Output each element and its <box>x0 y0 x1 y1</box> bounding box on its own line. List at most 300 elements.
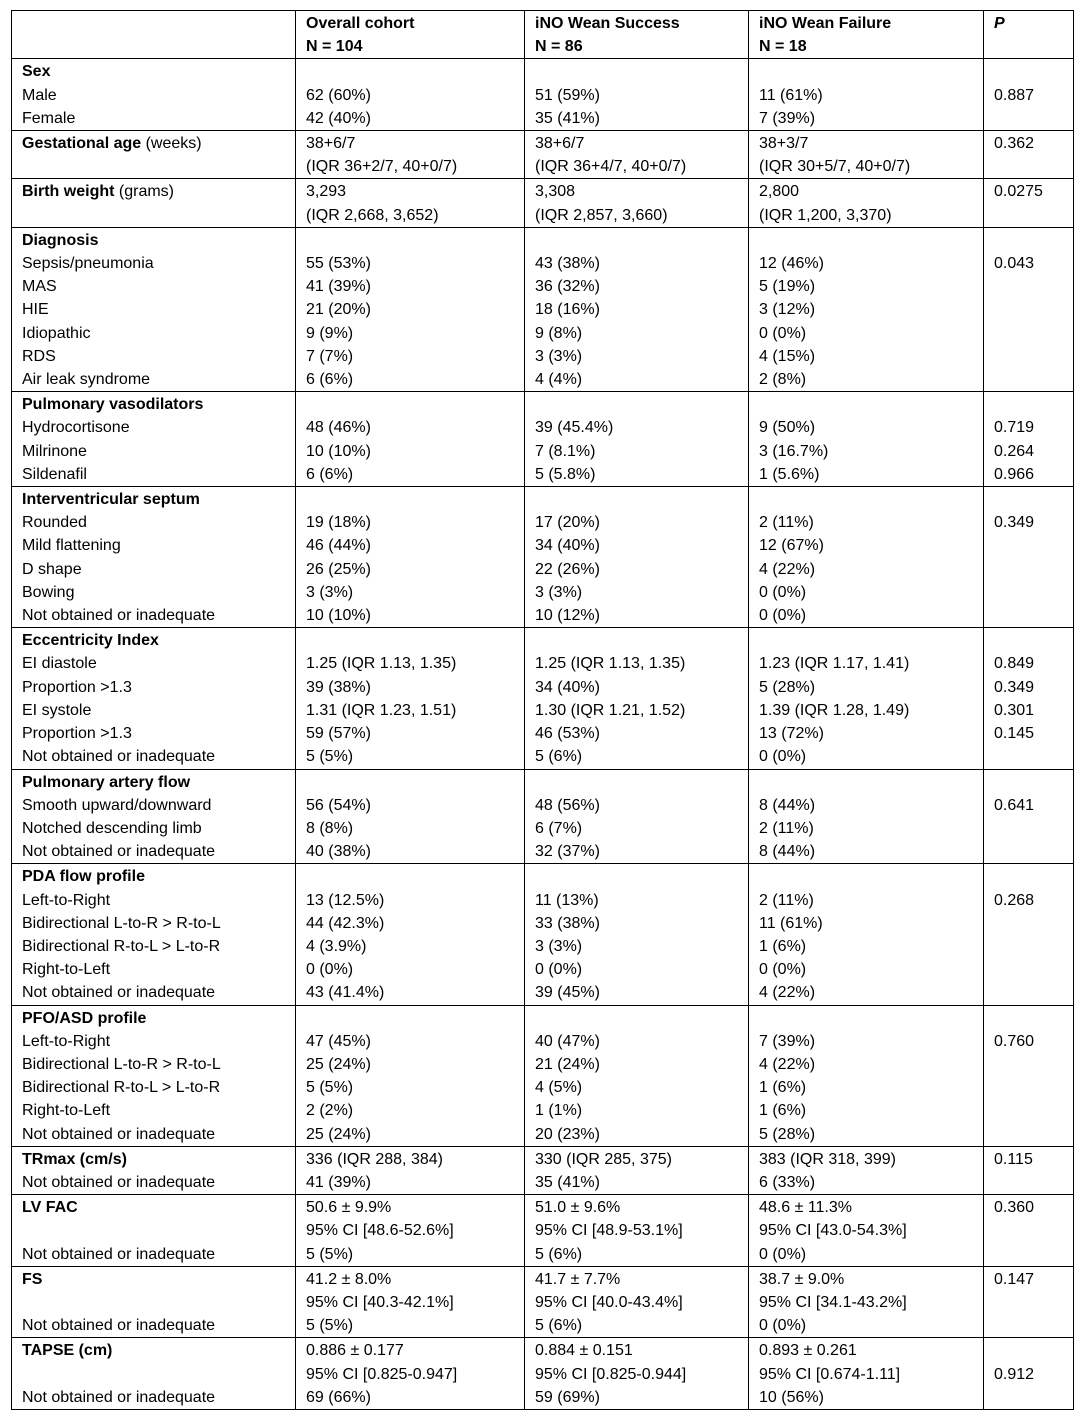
overall-value-cell <box>296 392 525 487</box>
row-label: Left-to-Right <box>22 891 111 909</box>
p-value: 0.966 <box>994 465 1035 483</box>
section-title <box>22 771 287 794</box>
section-title-text: Pulmonary artery flow <box>22 773 191 791</box>
failure-value: 5 (28%) <box>759 1125 816 1143</box>
overall-value-cell <box>296 628 525 769</box>
failure-value: 0 (0%) <box>759 583 807 601</box>
failure-value: 0 (0%) <box>759 748 807 766</box>
failure-value: 4 (15%) <box>759 347 816 365</box>
overall-value: 48 (46%) <box>306 419 371 437</box>
section-title <box>22 393 287 416</box>
section-label-cell <box>12 864 296 1005</box>
success-value: 39 (45.4%) <box>535 419 614 437</box>
failure-value: 2 (11%) <box>759 514 814 532</box>
success-value: (IQR 2,857, 3,660) <box>535 206 668 224</box>
overall-value-cell <box>296 769 525 864</box>
success-value: 59 (69%) <box>535 1388 600 1406</box>
overall-value-cell <box>296 59 525 131</box>
row-label: Idiopathic <box>22 324 91 342</box>
row-label: Proportion >1.3 <box>22 725 132 743</box>
row-label: Not obtained or inadequate <box>22 1245 216 1263</box>
p-value: 0.301 <box>994 701 1035 719</box>
success-value-cell <box>525 227 749 391</box>
section-title <box>22 132 287 155</box>
section-title <box>22 1007 287 1030</box>
success-value: 95% CI [48.9-53.1%] <box>535 1222 683 1240</box>
overall-value: 46 (44%) <box>306 537 371 555</box>
failure-value-cell <box>749 179 984 227</box>
success-value: 46 (53%) <box>535 725 600 743</box>
row-label: Bidirectional L-to-R > R-to-L <box>22 1055 221 1073</box>
overall-value: 0 (0%) <box>306 961 354 979</box>
row-label: Air leak syndrome <box>22 371 151 389</box>
overall-value <box>306 488 516 511</box>
failure-value: 48.6 ± 11.3% <box>759 1199 852 1217</box>
section-title-note: (grams) <box>114 183 174 201</box>
success-value: 20 (23%) <box>535 1125 600 1143</box>
overall-value: 59 (57%) <box>306 725 371 743</box>
success-value: 330 (IQR 285, 375) <box>535 1150 672 1168</box>
success-value: 4 (5%) <box>535 1079 583 1097</box>
failure-value: 38.7 ± 9.0% <box>759 1270 845 1288</box>
overall-value-cell <box>296 487 525 628</box>
section-label-cell <box>12 628 296 769</box>
success-value: 3 (3%) <box>535 347 583 365</box>
failure-value-cell <box>749 1195 984 1267</box>
failure-value <box>759 60 975 83</box>
overall-value: 8 (8%) <box>306 819 354 837</box>
overall-value: 69 (66%) <box>306 1388 371 1406</box>
failure-value: 8 (44%) <box>759 796 816 814</box>
overall-value-cell <box>296 1146 525 1194</box>
section-row-lv-fac <box>12 1195 1074 1267</box>
row-label: Notched descending limb <box>22 819 202 837</box>
success-value: 43 (38%) <box>535 255 600 273</box>
overall-value: 50.6 ± 9.9% <box>306 1199 392 1217</box>
overall-value-cell <box>296 1338 525 1410</box>
p-value: 0.349 <box>994 514 1035 532</box>
section-title <box>22 488 287 511</box>
section-title <box>22 229 287 252</box>
failure-value: 0 (0%) <box>759 1317 807 1335</box>
failure-value-cell <box>749 1146 984 1194</box>
failure-value <box>759 488 975 511</box>
section-label-cell <box>12 59 296 131</box>
success-value: 1 (1%) <box>535 1102 583 1120</box>
section-title-text: LV FAC <box>22 1199 78 1217</box>
section-label-cell <box>12 179 296 227</box>
section-row-pulmonary-artery-flow <box>12 769 1074 864</box>
p-value: 0.719 <box>994 419 1035 437</box>
overall-value: 9 (9%) <box>306 324 354 342</box>
overall-value: 10 (10%) <box>306 607 371 625</box>
row-label: Right-to-Left <box>22 961 111 979</box>
row-label <box>22 1291 287 1314</box>
section-title-text: TAPSE (cm) <box>22 1342 113 1360</box>
failure-value-cell <box>749 59 984 131</box>
success-value: 5 (6%) <box>535 748 583 766</box>
p-value <box>994 488 1065 511</box>
success-value: 22 (26%) <box>535 560 600 578</box>
p-value-cell <box>984 1266 1074 1338</box>
overall-value: 41 (39%) <box>306 278 371 296</box>
section-row-fs <box>12 1266 1074 1338</box>
overall-value: 39 (38%) <box>306 678 371 696</box>
section-row-pulmonary-vasodilators <box>12 392 1074 487</box>
section-row-pfo-asd-profile <box>12 1005 1074 1146</box>
p-value-cell <box>984 392 1074 487</box>
failure-value: 0 (0%) <box>759 961 807 979</box>
overall-value: 25 (24%) <box>306 1125 371 1143</box>
success-value-cell <box>525 179 749 227</box>
section-row-eccentricity-index <box>12 628 1074 769</box>
row-label: Not obtained or inadequate <box>22 843 216 861</box>
row-label: Sildenafil <box>22 465 87 483</box>
failure-value: 3 (16.7%) <box>759 442 829 460</box>
failure-value-cell <box>749 1005 984 1146</box>
success-value: 18 (16%) <box>535 301 600 319</box>
overall-value: 95% CI [40.3-42.1%] <box>306 1293 454 1311</box>
section-row-birth-weight <box>12 179 1074 227</box>
section-title-text: Eccentricity Index <box>22 632 159 650</box>
success-value-cell <box>525 1338 749 1410</box>
p-value-cell <box>984 487 1074 628</box>
overall-value: 19 (18%) <box>306 514 371 532</box>
section-row-diagnosis <box>12 227 1074 391</box>
failure-value: 7 (39%) <box>759 1032 816 1050</box>
p-value <box>994 1339 1065 1362</box>
row-label: HIE <box>22 301 49 319</box>
section-title-text: PFO/ASD profile <box>22 1009 147 1027</box>
row-label: Bowing <box>22 583 75 601</box>
failure-value: 2,800 <box>759 183 800 201</box>
failure-value: 0.893 ± 0.261 <box>759 1342 857 1360</box>
success-value <box>535 60 740 83</box>
overall-value: 1.25 (IQR 1.13, 1.35) <box>306 655 457 673</box>
failure-value: 9 (50%) <box>759 419 816 437</box>
p-value <box>994 393 1065 416</box>
row-label: Not obtained or inadequate <box>22 748 216 766</box>
section-label-cell <box>12 227 296 391</box>
section-label-cell <box>12 1266 296 1338</box>
p-value <box>994 60 1065 83</box>
overall-value: 5 (5%) <box>306 1245 354 1263</box>
failure-value: 95% CI [34.1-43.2%] <box>759 1293 907 1311</box>
success-value: 95% CI [40.0-43.4%] <box>535 1293 683 1311</box>
overall-value-cell <box>296 1266 525 1338</box>
failure-value <box>759 771 975 794</box>
failure-value: 5 (19%) <box>759 278 816 296</box>
overall-value: 43 (41.4%) <box>306 984 385 1002</box>
overall-value: (IQR 36+2/7, 40+0/7) <box>306 158 458 176</box>
section-title <box>22 180 287 203</box>
overall-value: 42 (40%) <box>306 109 371 127</box>
overall-value: 0.886 ± 0.177 <box>306 1342 404 1360</box>
p-value: 0.912 <box>994 1365 1035 1383</box>
success-value: 51 (59%) <box>535 86 600 104</box>
p-value: 0.362 <box>994 135 1035 153</box>
failure-value: 11 (61%) <box>759 914 823 932</box>
failure-value <box>759 393 975 416</box>
success-value: 21 (24%) <box>535 1055 600 1073</box>
overall-value: 5 (5%) <box>306 748 354 766</box>
overall-value <box>306 60 516 83</box>
failure-value: 1 (5.6%) <box>759 465 820 483</box>
row-label: Proportion >1.3 <box>22 678 132 696</box>
failure-value: 2 (8%) <box>759 371 807 389</box>
section-title-text: TRmax (cm/s) <box>22 1150 127 1168</box>
failure-value-cell <box>749 864 984 1005</box>
success-value: 17 (20%) <box>535 514 600 532</box>
failure-value: 1 (6%) <box>759 1079 807 1097</box>
p-value-cell <box>984 769 1074 864</box>
failure-value <box>759 1007 975 1030</box>
section-label-cell <box>12 487 296 628</box>
success-value: 7 (8.1%) <box>535 442 596 460</box>
p-value: 0.0275 <box>994 183 1043 201</box>
section-title <box>22 865 287 888</box>
overall-value-cell <box>296 227 525 391</box>
failure-value: 2 (11%) <box>759 891 814 909</box>
overall-value <box>306 393 516 416</box>
overall-value: 40 (38%) <box>306 843 371 861</box>
row-label: MAS <box>22 278 57 296</box>
overall-value: 7 (7%) <box>306 347 354 365</box>
overall-value: 26 (25%) <box>306 560 371 578</box>
success-value: 41.7 ± 7.7% <box>535 1270 621 1288</box>
success-value: 1.30 (IQR 1.21, 1.52) <box>535 701 686 719</box>
section-label-cell <box>12 1005 296 1146</box>
failure-value: 0 (0%) <box>759 324 807 342</box>
section-title-text: Interventricular septum <box>22 491 200 509</box>
row-label <box>22 1363 287 1386</box>
overall-value-cell <box>296 864 525 1005</box>
success-value <box>535 771 740 794</box>
overall-value-cell <box>296 179 525 227</box>
row-label: Right-to-Left <box>22 1102 111 1120</box>
success-value <box>535 393 740 416</box>
overall-value: 4 (3.9%) <box>306 937 367 955</box>
section-title-text: Gestational age <box>22 135 142 153</box>
failure-value: 1 (6%) <box>759 1102 807 1120</box>
success-value: (IQR 36+4/7, 40+0/7) <box>535 158 687 176</box>
overall-value <box>306 229 516 252</box>
failure-value-cell <box>749 392 984 487</box>
success-value: 11 (13%) <box>535 891 599 909</box>
failure-value: 12 (46%) <box>759 255 824 273</box>
success-value <box>535 488 740 511</box>
row-label: Bidirectional L-to-R > R-to-L <box>22 914 221 932</box>
overall-value: 44 (42.3%) <box>306 914 385 932</box>
overall-value: 62 (60%) <box>306 86 371 104</box>
success-value: 33 (38%) <box>535 914 600 932</box>
row-label: Not obtained or inadequate <box>22 1125 216 1143</box>
p-value: 0.641 <box>994 796 1035 814</box>
section-title <box>22 1268 287 1291</box>
p-value <box>994 865 1065 888</box>
overall-value: (IQR 2,668, 3,652) <box>306 206 439 224</box>
failure-value: (IQR 1,200, 3,370) <box>759 206 892 224</box>
section-row-pda-flow-profile <box>12 864 1074 1005</box>
p-value: 0.147 <box>994 1270 1035 1288</box>
p-value: 0.145 <box>994 725 1035 743</box>
header-wean-success: iNO Wean Success N = 86 <box>525 11 749 59</box>
p-value: 0.887 <box>994 86 1035 104</box>
section-title-text: FS <box>22 1270 43 1288</box>
success-value-cell <box>525 1146 749 1194</box>
overall-value: 5 (5%) <box>306 1079 354 1097</box>
overall-value: 336 (IQR 288, 384) <box>306 1150 443 1168</box>
row-label: Not obtained or inadequate <box>22 607 216 625</box>
overall-value: 95% CI [0.825-0.947] <box>306 1365 458 1383</box>
overall-value: 5 (5%) <box>306 1317 354 1335</box>
failure-value: 12 (67%) <box>759 537 824 555</box>
failure-value: 10 (56%) <box>759 1388 824 1406</box>
failure-value: 7 (39%) <box>759 109 816 127</box>
overall-value: 3,293 <box>306 183 347 201</box>
section-title-text: Pulmonary vasodilators <box>22 396 204 414</box>
p-value <box>994 229 1065 252</box>
p-value <box>994 771 1065 794</box>
success-value-cell <box>525 131 749 179</box>
p-value-cell <box>984 864 1074 1005</box>
section-title-text: PDA flow profile <box>22 868 145 886</box>
failure-value: 4 (22%) <box>759 984 816 1002</box>
section-row-gestational-age <box>12 131 1074 179</box>
overall-value: 10 (10%) <box>306 442 371 460</box>
success-value-cell <box>525 1266 749 1338</box>
section-label-cell <box>12 392 296 487</box>
success-value: 32 (37%) <box>535 843 600 861</box>
failure-value <box>759 229 975 252</box>
p-value: 0.264 <box>994 442 1035 460</box>
section-title <box>22 1196 287 1219</box>
row-label: D shape <box>22 560 82 578</box>
overall-value-cell <box>296 1195 525 1267</box>
failure-value: 4 (22%) <box>759 560 816 578</box>
success-value: 0 (0%) <box>535 961 583 979</box>
failure-value-cell <box>749 1338 984 1410</box>
p-value <box>994 1007 1065 1030</box>
failure-value: 13 (72%) <box>759 725 824 743</box>
success-value: 3 (3%) <box>535 583 583 601</box>
success-value: 9 (8%) <box>535 324 583 342</box>
section-row-sex <box>12 59 1074 131</box>
success-value-cell <box>525 769 749 864</box>
row-label: Not obtained or inadequate <box>22 1388 216 1406</box>
p-value-cell <box>984 1005 1074 1146</box>
p-value: 0.760 <box>994 1032 1035 1050</box>
row-label: Female <box>22 109 76 127</box>
section-label-cell <box>12 769 296 864</box>
success-value: 36 (32%) <box>535 278 600 296</box>
failure-value: 4 (22%) <box>759 1055 816 1073</box>
success-value: 34 (40%) <box>535 678 600 696</box>
p-value: 0.115 <box>994 1150 1033 1168</box>
section-title-text: Diagnosis <box>22 231 99 249</box>
failure-value-cell <box>749 131 984 179</box>
row-label: Milrinone <box>22 442 87 460</box>
overall-value-cell <box>296 1005 525 1146</box>
success-value: 95% CI [0.825-0.944] <box>535 1365 687 1383</box>
failure-value: (IQR 30+5/7, 40+0/7) <box>759 158 911 176</box>
section-label-cell <box>12 1146 296 1194</box>
demographics-table <box>11 10 1074 1410</box>
section-title <box>22 60 287 83</box>
p-value-cell <box>984 628 1074 769</box>
overall-value: 2 (2%) <box>306 1102 354 1120</box>
success-value-cell <box>525 864 749 1005</box>
header-row <box>12 11 1074 59</box>
success-value: 3 (3%) <box>535 937 583 955</box>
header-overall-cohort: Overall cohort N = 104 <box>296 11 525 59</box>
p-value-cell <box>984 1195 1074 1267</box>
failure-value <box>759 629 975 652</box>
overall-value: 38+6/7 <box>306 135 356 153</box>
failure-value: 95% CI [43.0-54.3%] <box>759 1222 907 1240</box>
success-value <box>535 865 740 888</box>
success-value: 35 (41%) <box>535 109 600 127</box>
failure-value: 1 (6%) <box>759 937 807 955</box>
row-label: RDS <box>22 347 56 365</box>
overall-value: 41 (39%) <box>306 1173 371 1191</box>
section-title-text: Sex <box>22 63 51 81</box>
failure-value-cell <box>749 1266 984 1338</box>
success-value <box>535 629 740 652</box>
success-value-cell <box>525 1195 749 1267</box>
failure-value <box>759 865 975 888</box>
failure-value: 1.39 (IQR 1.28, 1.49) <box>759 701 910 719</box>
overall-value <box>306 1007 516 1030</box>
overall-value <box>306 629 516 652</box>
overall-value: 95% CI [48.6-52.6%] <box>306 1222 454 1240</box>
header-p-value: P <box>984 11 1074 59</box>
overall-value: 6 (6%) <box>306 371 354 389</box>
success-value: 39 (45%) <box>535 984 600 1002</box>
section-title-text: Birth weight <box>22 183 115 201</box>
failure-value-cell <box>749 227 984 391</box>
failure-value: 0 (0%) <box>759 607 807 625</box>
success-value: 51.0 ± 9.6% <box>535 1199 621 1217</box>
success-value: 0.884 ± 0.151 <box>535 1342 633 1360</box>
p-value-cell <box>984 131 1074 179</box>
overall-value: 56 (54%) <box>306 796 371 814</box>
row-label: Rounded <box>22 514 87 532</box>
overall-value: 41.2 ± 8.0% <box>306 1270 392 1288</box>
section-title <box>22 1339 287 1362</box>
p-value-cell <box>984 59 1074 131</box>
overall-value: 13 (12.5%) <box>306 891 385 909</box>
section-title-note: (weeks) <box>141 135 202 153</box>
row-label: Hydrocortisone <box>22 419 130 437</box>
success-value <box>535 229 740 252</box>
row-label: EI systole <box>22 701 92 719</box>
failure-value: 8 (44%) <box>759 843 816 861</box>
row-label: Smooth upward/downward <box>22 796 212 814</box>
overall-value: 25 (24%) <box>306 1055 371 1073</box>
p-value-cell <box>984 179 1074 227</box>
success-value: 1.25 (IQR 1.13, 1.35) <box>535 655 686 673</box>
success-value: 34 (40%) <box>535 537 600 555</box>
section-label-cell <box>12 1195 296 1267</box>
success-value: 5 (6%) <box>535 1245 583 1263</box>
success-value-cell <box>525 1005 749 1146</box>
failure-value: 38+3/7 <box>759 135 809 153</box>
row-label: Bidirectional R-to-L > L-to-R <box>22 1079 221 1097</box>
section-title <box>22 1148 287 1171</box>
failure-value: 95% CI [0.674-1.11] <box>759 1365 901 1383</box>
success-value: 4 (4%) <box>535 371 583 389</box>
